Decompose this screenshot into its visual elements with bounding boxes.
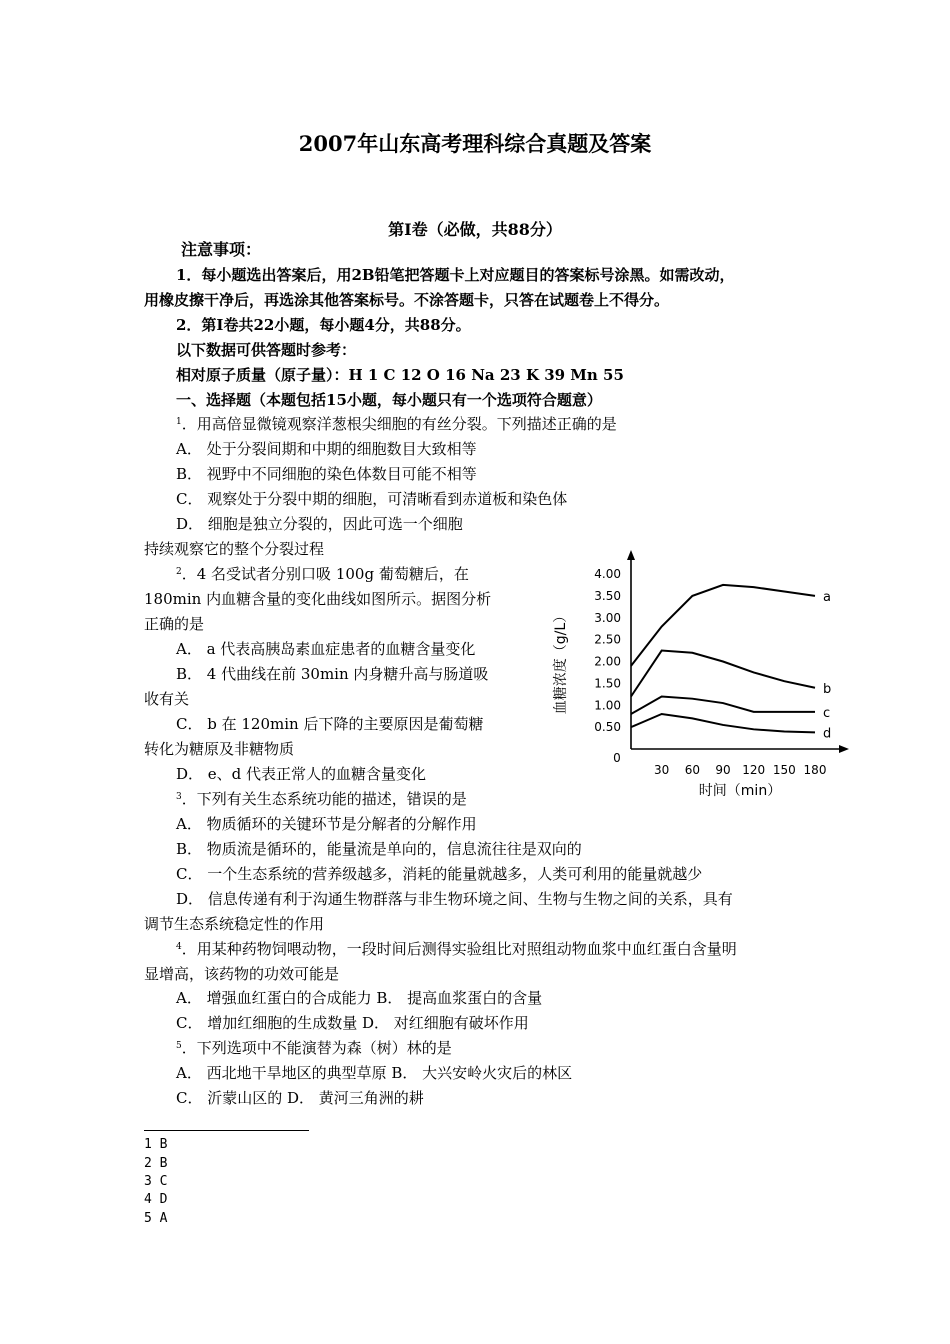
- q4-options-c-d: C． 增加红细胞的生成数量 D． 对红细胞有破坏作用: [176, 1014, 529, 1032]
- series-label-c: c: [823, 705, 831, 721]
- x-tick-label: 180: [803, 763, 827, 777]
- footnote-ref-3: 3: [176, 792, 182, 802]
- y-tick-label: 2.50: [594, 632, 621, 647]
- q3-option-d-line-1: D． 信息传递有利于沟通生物群落与非生物环境之间、生物与生物之间的关系，具有: [176, 890, 733, 908]
- question-1-stem: $^1$．用高倍显微镜观察洋葱根尖细胞的有丝分裂。下列描述正确的是: [176, 415, 617, 433]
- q1-option-d-line-1: D． 细胞是独立分裂的，因此可选一个细胞: [176, 515, 463, 533]
- q3-option-d-line-2: 调节生态系统稳定性的作用: [144, 915, 325, 933]
- question-4-stem-line-1: $^4$．用某种药物饲喂动物，一段时间后测得实验组比对照组动物血浆中血红蛋白含量明: [176, 940, 737, 958]
- atomic-mass-line: 相对原子质量（原子量）：H 1 C 12 O 16 Na 23 K 39 Mn 55: [176, 366, 624, 384]
- y-tick-label: 3.00: [594, 610, 621, 625]
- q3-option-a: A． 物质循环的关键环节是分解者的分解作用: [176, 815, 477, 833]
- q2-option-d: D． e、d 代表正常人的血糖含量变化: [176, 765, 427, 783]
- q2-option-b-line-1: B． 4 代曲线在前 30min 内身糖升高与肠道吸: [176, 665, 489, 683]
- q3-option-b: B． 物质流是循环的，能量流是单向的，信息流往往是双向的: [176, 840, 582, 858]
- series-line-d: [631, 714, 815, 732]
- x-tick-label: 150: [772, 763, 796, 777]
- footnote-ref-1: 1: [176, 417, 182, 427]
- x-tick-label: 120: [742, 763, 766, 777]
- notes-heading: 注意事项：: [181, 240, 262, 259]
- series-label-d: d: [823, 726, 832, 742]
- note-2: 2．第Ⅰ卷共22小题，每小题4分，共88分。: [176, 316, 471, 334]
- footnote-4: 4 D: [144, 1192, 168, 1207]
- question-3-stem: $^3$．下列有关生态系统功能的描述，错误的是: [176, 790, 467, 808]
- note-1-line-1: 1．每小题选出答案后，用2B铅笔把答题卡上对应题目的答案标号涂黑。如需改动，: [176, 266, 735, 284]
- origin-label: 0: [613, 751, 621, 765]
- y-tick-label: 4.00: [594, 567, 621, 581]
- footnote-ref-5: 5: [176, 1041, 182, 1051]
- reference-data-label: 以下数据可供答题时参考：: [176, 341, 357, 359]
- y-axis-arrow: [627, 550, 635, 560]
- x-axis-arrow: [839, 745, 849, 753]
- series-label-b: b: [823, 681, 832, 697]
- question-5-stem: $^5$．下列选项中不能演替为森（树）林的是: [176, 1039, 452, 1057]
- q1-option-a: A． 处于分裂间期和中期的细胞数目大致相等: [176, 440, 477, 458]
- question-2-stem-line-3: 正确的是: [144, 615, 205, 633]
- series-line-c: [631, 697, 815, 715]
- blood-glucose-chart: [545, 540, 865, 800]
- question-4-stem-line-2: 显增高，该药物的功效可能是: [144, 965, 340, 983]
- x-tick-label: 60: [684, 763, 700, 777]
- y-tick-label: 1.00: [594, 698, 621, 713]
- part-1-heading: 一、选择题（本题包括15小题，每小题只有一个选项符合题意）: [176, 391, 602, 409]
- q2-option-c-line-2: 转化为糖原及非糖物质: [144, 740, 295, 758]
- q2-option-a: A． a 代表高胰岛素血症患者的血糖含量变化: [176, 640, 476, 658]
- y-tick-label: 1.50: [594, 676, 621, 691]
- x-tick-label: 90: [715, 763, 731, 777]
- footnote-divider: [144, 1130, 309, 1131]
- q4-options-a-b: A． 增强血红蛋白的合成能力 B． 提高血浆蛋白的含量: [176, 989, 543, 1007]
- q2-option-c-line-1: C． b 在 120min 后下降的主要原因是葡萄糖: [176, 715, 484, 733]
- series-label-a: a: [823, 589, 831, 605]
- footnote-3: 3 C: [144, 1174, 168, 1189]
- q5-options-c-d: C． 沂蒙山区的 D． 黄河三角洲的耕: [176, 1089, 424, 1107]
- page-title: 2007年山东高考理科综合真题及答案: [298, 131, 652, 156]
- q2-option-b-line-2: 收有关: [144, 690, 190, 708]
- y-tick-label: 0.50: [594, 720, 621, 735]
- y-tick-label: 3.50: [594, 588, 621, 603]
- series-line-b: [631, 651, 815, 697]
- section-heading: 第Ⅰ卷（必做，共88分）: [388, 220, 562, 239]
- q3-option-c: C． 一个生态系统的营养级越多，消耗的能量就越多，人类可利用的能量就越少: [176, 865, 703, 883]
- question-2-stem-line-2: 180min 内血糖含量的变化曲线如图所示。据图分析: [144, 590, 492, 608]
- footnote-5: 5 A: [144, 1211, 168, 1226]
- x-tick-label: 30: [654, 763, 670, 777]
- footnote-2: 2 B: [144, 1156, 168, 1171]
- x-axis-label: 时间（min）: [698, 783, 782, 799]
- y-axis-label: 血糖浓度（g/L）: [553, 608, 569, 715]
- q1-option-b: B． 视野中不同细胞的染色体数目可能不相等: [176, 465, 477, 483]
- note-1-line-2: 用橡皮擦干净后，再选涂其他答案标号。不涂答题卡，只答在试题卷上不得分。: [144, 291, 670, 309]
- footnote-1: 1 B: [144, 1137, 168, 1152]
- footnote-ref-2: 2: [176, 567, 182, 577]
- question-2-stem-line-1: $^2$．4 名受试者分别口吸 100g 葡萄糖后，在: [176, 565, 469, 583]
- y-tick-label: 2.00: [594, 654, 621, 669]
- q1-option-d-line-2: 持续观察它的整个分裂过程: [144, 540, 325, 558]
- q5-options-a-b: A． 西北地干旱地区的典型草原 B． 大兴安岭火灾后的林区: [176, 1064, 573, 1082]
- footnote-ref-4: 4: [176, 942, 182, 952]
- q1-option-c: C． 观察处于分裂中期的细胞，可清晰看到赤道板和染色体: [176, 490, 568, 508]
